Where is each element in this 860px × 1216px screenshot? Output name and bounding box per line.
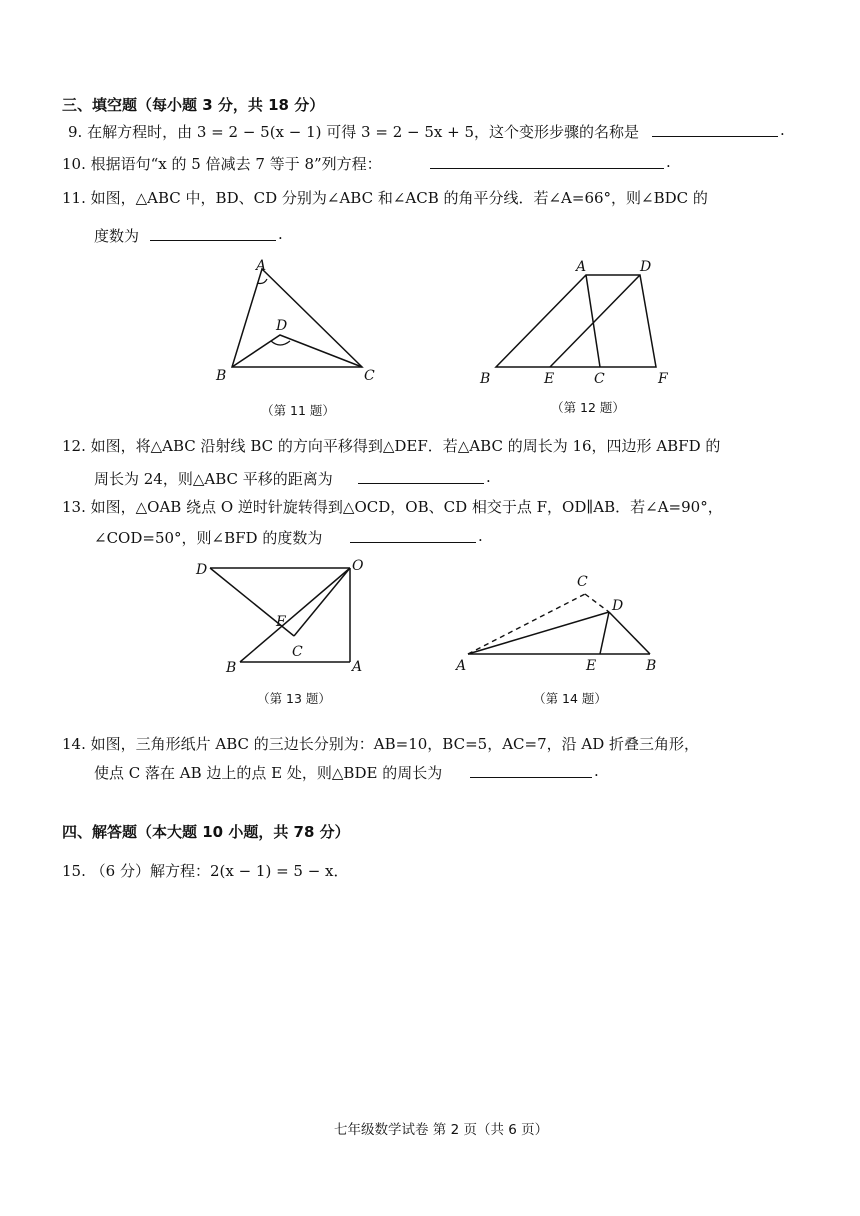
section-title-fill-in: 三、填空题（每小题 3 分，共 18 分） [62,96,325,114]
label-a: A [352,659,363,675]
question-end: . [594,762,599,780]
answer-blank-10[interactable] [430,154,664,169]
label-a: A [576,259,587,275]
question-end: . [486,468,491,486]
question-number: 9. [68,123,83,141]
question-12 [62,435,720,456]
label-d: D [196,562,208,578]
question-text: 如图，将△ABC 沿射线 BC 的方向平移得到△DEF．若△ABC 的周长为 16，四边形 ABFD 的 [90,437,721,455]
question-number: 11. [62,189,86,207]
figure-12-caption: （第 12 题） [551,400,625,415]
label-c: C [594,371,605,387]
question-number: 13. [62,498,86,516]
segment-de [600,612,609,654]
triangle-abc [232,269,362,367]
figure-13-diagram [190,556,375,681]
figure-13-caption: （第 13 题） [257,691,331,706]
answer-blank-13[interactable] [350,528,476,543]
label-c: C [364,368,375,384]
segment-db [609,612,650,654]
question-number: 10. [62,155,86,173]
question-number: 14. [62,735,86,753]
answer-blank-12[interactable] [358,469,484,484]
label-f: F [276,614,286,630]
segment-ad [468,612,609,654]
question-13-line2: ∠COD=50°，则∠BFD 的度数为 [94,529,323,547]
figure-11-caption: （第 11 题） [261,403,335,418]
bisector-lines [232,335,362,367]
segment-ac [586,275,600,367]
label-o: O [352,558,364,574]
answer-blank-14[interactable] [470,763,592,778]
question-text: 如图，三角形纸片 ABC 的三边长分别为：AB=10，BC=5，AC=7，沿 AD 折叠三角形， [90,735,700,753]
question-13 [62,496,723,517]
question-end: . [666,153,671,171]
question-end: . [478,527,483,545]
question-text: 在解方程时，由 3 = 2 − 5(x − 1) 可得 3 = 2 − 5x + 5，这个变形步骤的名称是 [87,123,639,141]
segment-de [550,275,640,367]
question-text: 如图，△ABC 中，BD、CD 分别为∠ABC 和∠ACB 的角平分线．若∠A=66°，则∠BDC 的 [90,189,708,207]
question-12-line2: 周长为 24，则△ABC 平移的距离为 [94,470,333,488]
question-11 [62,187,708,208]
question-10 [62,153,382,174]
question-15 [62,860,349,881]
angle-d-arc [271,341,290,345]
question-end: . [278,225,283,243]
question-9 [68,121,639,142]
question-14 [62,733,699,754]
label-c: C [577,574,588,590]
segment-co [294,568,350,636]
answer-blank-11[interactable] [150,226,276,241]
question-text: 根据语句“x 的 5 倍减去 7 等于 8”列方程： [90,155,382,173]
answer-blank-9[interactable] [652,122,778,137]
label-d: D [612,598,624,614]
label-c: C [292,644,303,660]
question-11-line2: 度数为 [94,227,140,245]
label-e: E [544,371,555,387]
segment-cd-dashed [585,594,609,612]
label-b: B [216,368,227,384]
label-b: B [646,658,657,674]
label-e: E [586,658,597,674]
page-footer: 七年级数学试卷 第 2 页（共 6 页） [334,1122,549,1138]
figure-14-diagram [450,570,670,680]
question-end: . [780,121,785,139]
question-text: （6 分）解方程：2(x − 1) = 5 − x． [90,862,349,880]
label-a: A [456,658,467,674]
label-b: B [226,660,237,676]
label-b: B [480,371,491,387]
quadrilateral-abfd [496,275,656,367]
label-d: D [276,318,288,334]
question-text: 如图，△OAB 绕点 O 逆时针旋转得到△OCD，OB、CD 相交于点 F，OD∥AB．若∠A=90°， [90,498,723,516]
question-14-line2: 使点 C 落在 AB 边上的点 E 处，则△BDE 的周长为 [94,764,443,782]
section-title-answer: 四、解答题（本大题 10 小题，共 78 分） [62,823,350,841]
question-number: 15. [62,862,86,880]
label-f: F [658,371,668,387]
label-d: D [640,259,652,275]
label-a: A [256,258,267,274]
figure-12-diagram [474,255,684,390]
figure-11-diagram [210,255,390,390]
question-number: 12. [62,437,86,455]
figure-14-caption: （第 14 题） [533,691,607,706]
